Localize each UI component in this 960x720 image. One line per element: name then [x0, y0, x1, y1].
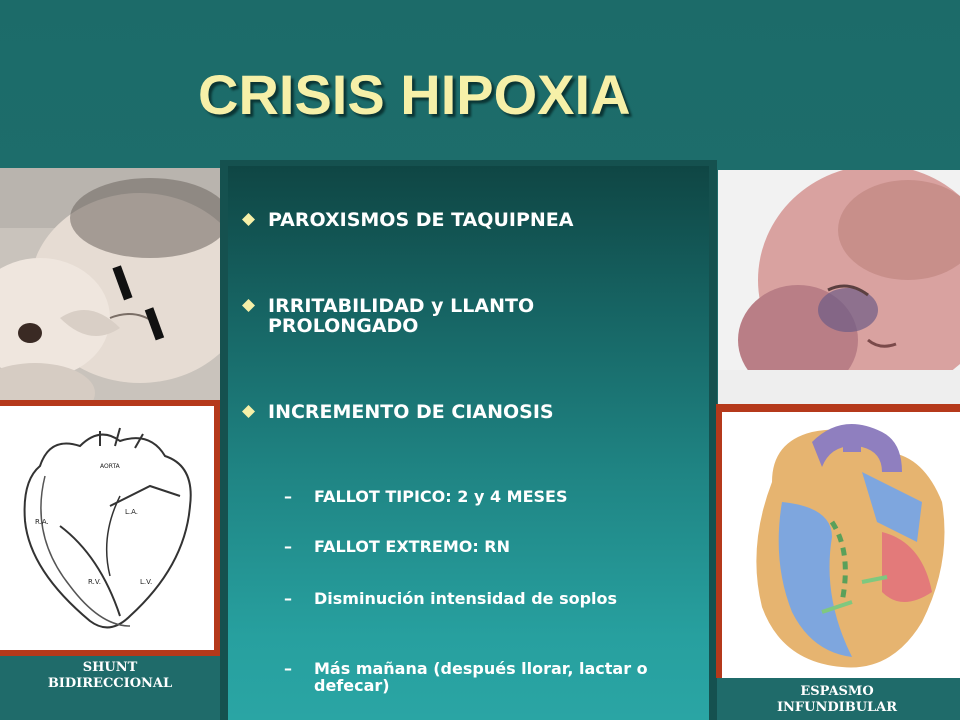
lv-label: L.V.: [140, 578, 153, 586]
heart-color-diagram: [722, 412, 960, 678]
newborn-photo-image: [0, 168, 222, 402]
diamond-bullet-icon: [242, 210, 256, 230]
sub-bullet-1: [284, 488, 684, 505]
newborn-photo: [0, 168, 222, 402]
sub-bullet-2: [284, 538, 684, 555]
ra-label: R.A.: [35, 518, 49, 526]
caption-espasmo: [752, 684, 922, 716]
cyanotic-infant-photo: [718, 170, 960, 404]
bullet-text-1: PAROXISMOS DE TAQUIPNEA: [268, 209, 574, 231]
sub-bullet-3: [284, 590, 684, 607]
sub-bullet-marker: –: [284, 659, 292, 678]
slide-title: CRISIS HIPOXIA: [198, 63, 631, 126]
diamond-bullet-icon: [242, 296, 256, 316]
content-panel-inner: [228, 166, 709, 720]
bullet-text-2: IRRITABILIDAD y LLANTO PROLONGADO: [268, 295, 535, 337]
content-panel: [220, 160, 717, 720]
aorta-label: AORTA: [100, 463, 120, 470]
bullet-item-2: [242, 296, 682, 336]
sub-bullet-4: [284, 660, 684, 694]
heart-sketch-diagram: [0, 406, 214, 650]
sub-bullet-text-2: FALLOT EXTREMO: RN: [314, 537, 511, 556]
caption-shunt: [30, 660, 190, 692]
infundibular-diagram-frame: [716, 404, 960, 678]
sub-bullet-marker: –: [284, 537, 292, 556]
la-label: L.A.: [125, 508, 139, 516]
caption-shunt-text: SHUNT BIDIRECCIONAL: [47, 660, 173, 691]
sub-bullet-marker: –: [284, 487, 292, 506]
bullet-item-1: [242, 210, 682, 230]
bullet-text-3: INCREMENTO DE CIANOSIS: [268, 401, 554, 423]
diamond-bullet-icon: [242, 402, 256, 422]
rv-label: R.V.: [88, 578, 101, 586]
sub-bullet-marker: –: [284, 589, 292, 608]
bullet-item-3: [242, 402, 682, 422]
sub-bullet-text-4: Más mañana (después llorar, lactar o defecar): [314, 659, 648, 695]
sub-bullet-text-1: FALLOT TIPICO: 2 y 4 MESES: [314, 487, 568, 506]
cyanotic-infant-image: [718, 170, 960, 404]
sub-bullet-text-3: Disminución intensidad de soplos: [314, 589, 618, 608]
caption-espasmo-text: ESPASMO INFUNDIBULAR: [776, 684, 898, 715]
shunt-diagram-frame: [0, 400, 222, 656]
